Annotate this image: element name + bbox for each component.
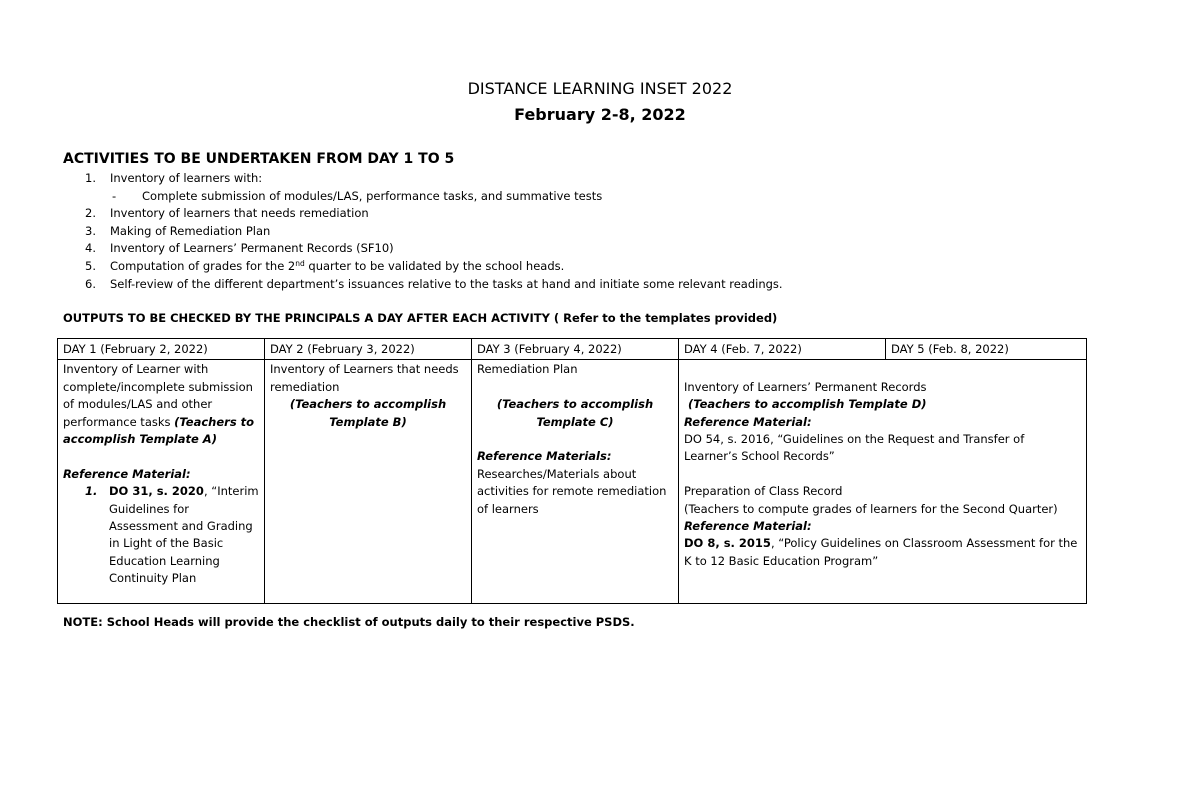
day4-template: (Teachers to accomplish Template D) <box>688 397 927 412</box>
cell-day4-5 <box>679 360 1087 604</box>
day5-description: Preparation of Class Record <box>684 484 843 499</box>
outputs-table <box>57 338 1087 604</box>
outputs-heading: OUTPUTS TO BE CHECKED BY THE PRINCIPALS A DAY AFTER EACH ACTIVITY ( Refer to the templates provided) <box>63 311 778 325</box>
day1-reference-item <box>63 483 259 587</box>
day1-reference-code: DO 31, s. 2020 <box>109 484 204 499</box>
header-day3: DAY 3 (February 4, 2022) <box>472 339 679 360</box>
list-number: 5. <box>85 258 96 273</box>
list-item <box>63 205 783 223</box>
day4-reference-label: Reference Material: <box>684 414 812 429</box>
day2-description: Inventory of Learners that needs remediation <box>270 362 459 394</box>
activities-heading: ACTIVITIES TO BE UNDERTAKEN FROM DAY 1 TO 5 <box>63 151 455 167</box>
day3-template: (Teachers to accomplish Template C) <box>496 397 654 429</box>
table-row <box>58 360 1087 604</box>
header-day4: DAY 4 (Feb. 7, 2022) <box>679 339 886 360</box>
list-number: 4. <box>85 241 96 256</box>
day1-template: (Teachers to accomplish Template A) <box>63 414 255 447</box>
list-dash: - <box>112 188 117 203</box>
cell-day2 <box>265 360 472 604</box>
list-item-text: Inventory of Learners’ Permanent Records (SF10) <box>110 241 394 256</box>
day4-description: Inventory of Learners’ Permanent Records <box>684 379 927 394</box>
cell-day1 <box>58 360 265 604</box>
day5-reference <box>684 535 1081 570</box>
list-number: 3. <box>85 223 96 238</box>
cell-day3 <box>472 360 679 604</box>
list-number: 2. <box>85 206 96 221</box>
list-item-text: Inventory of learners with: <box>110 171 263 185</box>
list-item <box>63 276 783 294</box>
list-item-text-cont: quarter to be validated by the school heads. <box>304 258 565 273</box>
day5-template: (Teachers to compute grades of learners for the Second Quarter) <box>684 501 1058 516</box>
day5-reference-title: , “Policy Guidelines on Classroom Assessment for the K to 12 Basic Education Program” <box>684 536 1078 568</box>
document-subtitle: February 2-8, 2022 <box>514 105 686 124</box>
day1-reference-title: , “Interim Guidelines for Assessment and Grading in Light of the Basic Education Learning Continuity Plan <box>109 484 259 586</box>
day5-reference-code: DO 8, s. 2015 <box>684 536 771 551</box>
day3-reference-text: Researches/Materials about activities for remote remediation of learners <box>477 466 667 516</box>
list-item-text: Inventory of learners that needs remediation <box>110 206 369 221</box>
day4-reference-text: DO 54, s. 2016, “Guidelines on the Request and Transfer of Learner’s School Records” <box>684 432 1025 464</box>
reference-number: 1. <box>85 484 98 499</box>
table-header-row <box>58 339 1087 360</box>
day3-reference-label: Reference Materials: <box>477 449 612 464</box>
header-day1: DAY 1 (February 2, 2022) <box>58 339 265 360</box>
day1-reference-label: Reference Material: <box>63 466 191 481</box>
list-item-text: Making of Remediation Plan <box>110 223 271 238</box>
list-item-text: Self-review of the different department’s issuances relative to the tasks at hand and initiate some relevant readings. <box>110 276 783 291</box>
header-day5: DAY 5 (Feb. 8, 2022) <box>886 339 1087 360</box>
list-item-text: Computation of grades for the 2 <box>110 258 296 273</box>
header-day2: DAY 2 (February 3, 2022) <box>265 339 472 360</box>
activities-list <box>63 170 783 293</box>
list-item <box>63 258 783 276</box>
document-title: DISTANCE LEARNING INSET 2022 <box>467 79 733 98</box>
list-number: 1. <box>85 171 96 185</box>
day1-description: Inventory of Learner with complete/incomplete submission of modules/LAS and other performance tasks <box>63 362 253 429</box>
day5-reference-label: Reference Material: <box>684 519 812 534</box>
list-number: 6. <box>85 276 96 291</box>
list-item <box>63 170 783 188</box>
list-subitem <box>63 188 783 206</box>
superscript: nd <box>295 258 305 268</box>
list-item <box>63 223 783 241</box>
list-subitem-text: Complete submission of modules/LAS, performance tasks, and summative tests <box>142 188 603 203</box>
day2-template: (Teachers to accomplish Template B) <box>289 397 447 429</box>
note-text: NOTE: School Heads will provide the checklist of outputs daily to their respective PSDS. <box>63 615 635 629</box>
day3-description: Remediation Plan <box>477 362 578 377</box>
list-item <box>63 240 783 258</box>
